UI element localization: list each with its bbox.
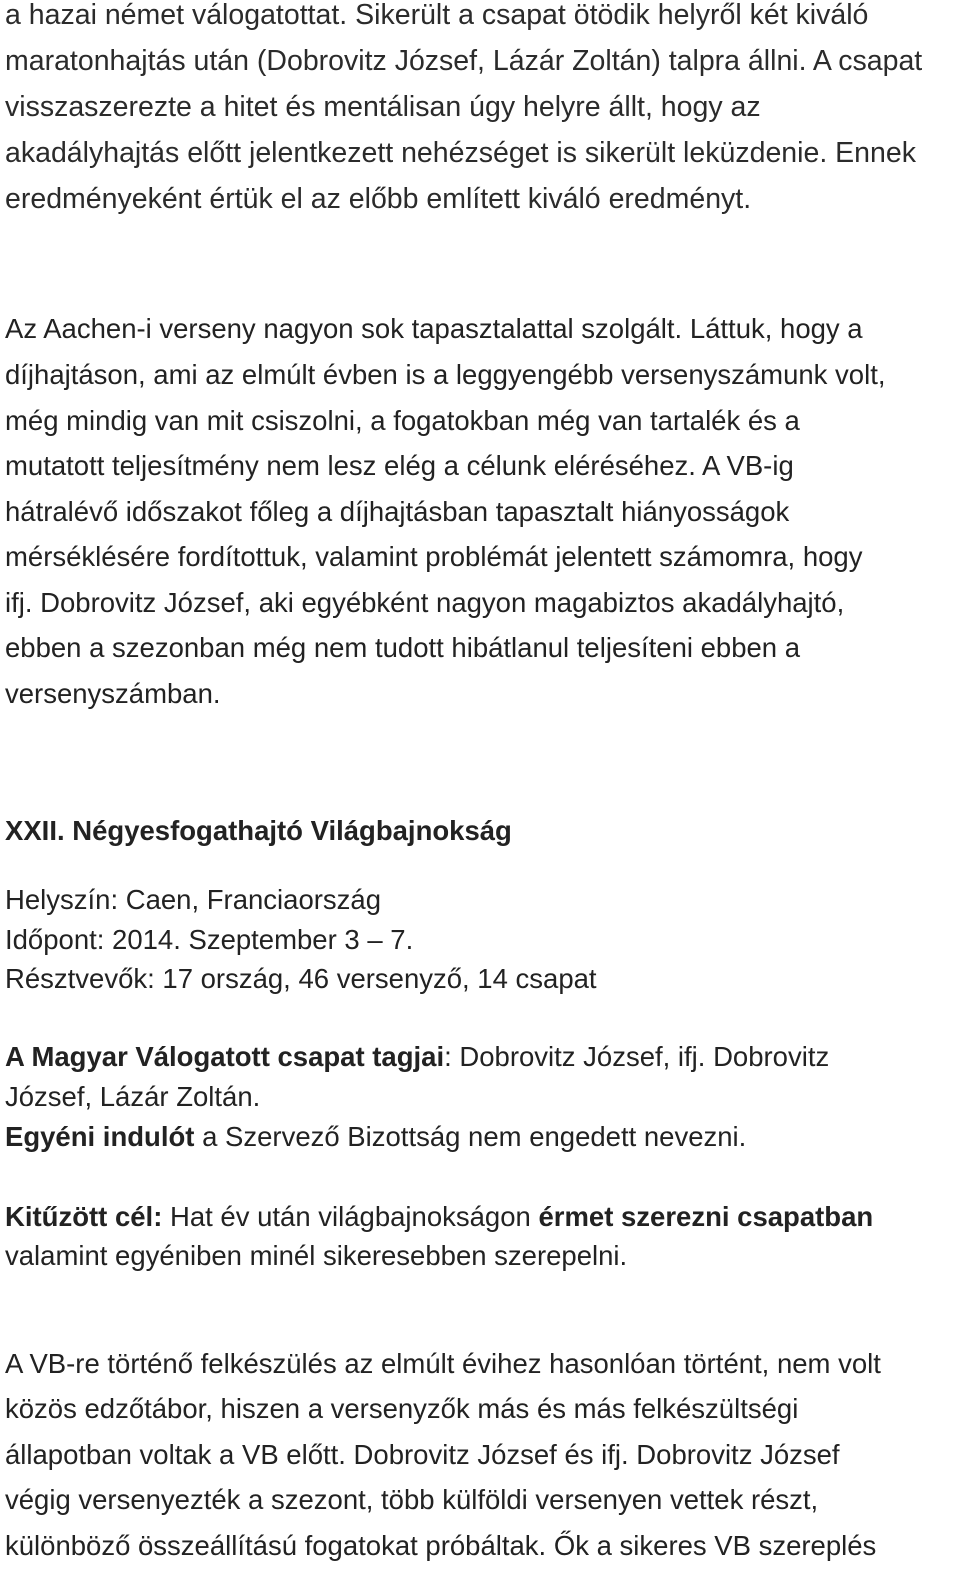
individual-label: Egyéni indulót bbox=[5, 1121, 195, 1152]
date-line: Időpont: 2014. Szeptember 3 – 7. bbox=[5, 924, 414, 955]
text-line: díjhajtáson, ami az elmúlt évben is a leggyengébb versenyszámunk volt, bbox=[5, 359, 886, 390]
text-line: állapotban voltak a VB előtt. Dobrovitz József és ifj. Dobrovitz József bbox=[5, 1439, 840, 1470]
text-line: A VB-re történő felkészülés az elmúlt évihez hasonlóan történt, nem volt bbox=[5, 1348, 881, 1379]
goal-label: Kitűzött cél: bbox=[5, 1201, 163, 1232]
text-line: akadályhajtás előtt jelentkezett nehézséget is sikerült leküzdenie. Ennek bbox=[5, 137, 916, 169]
goal-text: Hat év után világbajnokságon bbox=[162, 1201, 539, 1232]
location-line: Helyszín: Caen, Franciaország bbox=[5, 884, 381, 915]
text-line: mutatott teljesítmény nem lesz elég a célunk eléréséhez. A VB-ig bbox=[5, 450, 794, 481]
text-line: hátralévő időszakot főleg a díjhajtásban tapasztalt hiányosságok bbox=[5, 496, 790, 527]
goal-emphasis: érmet szerezni csapatban bbox=[538, 1201, 874, 1232]
participants-line: Résztvevők: 17 ország, 46 versenyző, 14 csapat bbox=[5, 963, 597, 994]
team-line: József, Lázár Zoltán. bbox=[5, 1081, 261, 1112]
team-members: : Dobrovitz József, ifj. Dobrovitz bbox=[444, 1041, 830, 1072]
text-line: közös edzőtábor, hiszen a versenyzők más és más felkészültségi bbox=[5, 1393, 799, 1424]
heading-text: XXII. Négyesfogathajtó Világbajnokság bbox=[5, 815, 512, 846]
text-line: még mindig van mit csiszolni, a fogatokban még van tartalék és a bbox=[5, 405, 800, 436]
goal-line: valamint egyéniben minél sikeresebben szerepelni. bbox=[5, 1240, 628, 1271]
text-line: eredményeként értük el az előbb említett kiváló eredményt. bbox=[5, 183, 752, 215]
individual-line bbox=[5, 1121, 746, 1153]
text-line: visszaszerezte a hitet és mentálisan úgy helyre állt, hogy az bbox=[5, 91, 761, 123]
team-line bbox=[5, 1041, 829, 1073]
text-line: különböző összeállítású fogatokat próbáltak. Ők a sikeres VB szereplés bbox=[5, 1530, 877, 1561]
text-line: ifj. Dobrovitz József, aki egyébként nagyon magabiztos akadályhajtó, bbox=[5, 587, 845, 618]
text-line: a hazai német válogatottat. Sikerült a csapat ötödik helyről két kiváló bbox=[5, 0, 869, 31]
goal-line bbox=[5, 1201, 873, 1233]
text-line: mérséklésére fordítottuk, valamint problémát jelentett számomra, hogy bbox=[5, 541, 863, 572]
individual-text: a Szervező Bizottság nem engedett nevezni. bbox=[194, 1121, 747, 1152]
text-line: maratonhajtás után (Dobrovitz József, Lázár Zoltán) talpra állni. A csapat bbox=[5, 45, 923, 77]
team-label: A Magyar Válogatott csapat tagjai bbox=[5, 1041, 445, 1072]
text-line: versenyszámban. bbox=[5, 678, 221, 709]
text-line: ebben a szezonban még nem tudott hibátlanul teljesíteni ebben a bbox=[5, 632, 801, 663]
text-line: Az Aachen-i verseny nagyon sok tapasztalattal szolgált. Láttuk, hogy a bbox=[5, 313, 863, 344]
text-line: végig versenyezték a szezont, több külföldi versenyen vettek részt, bbox=[5, 1484, 819, 1515]
